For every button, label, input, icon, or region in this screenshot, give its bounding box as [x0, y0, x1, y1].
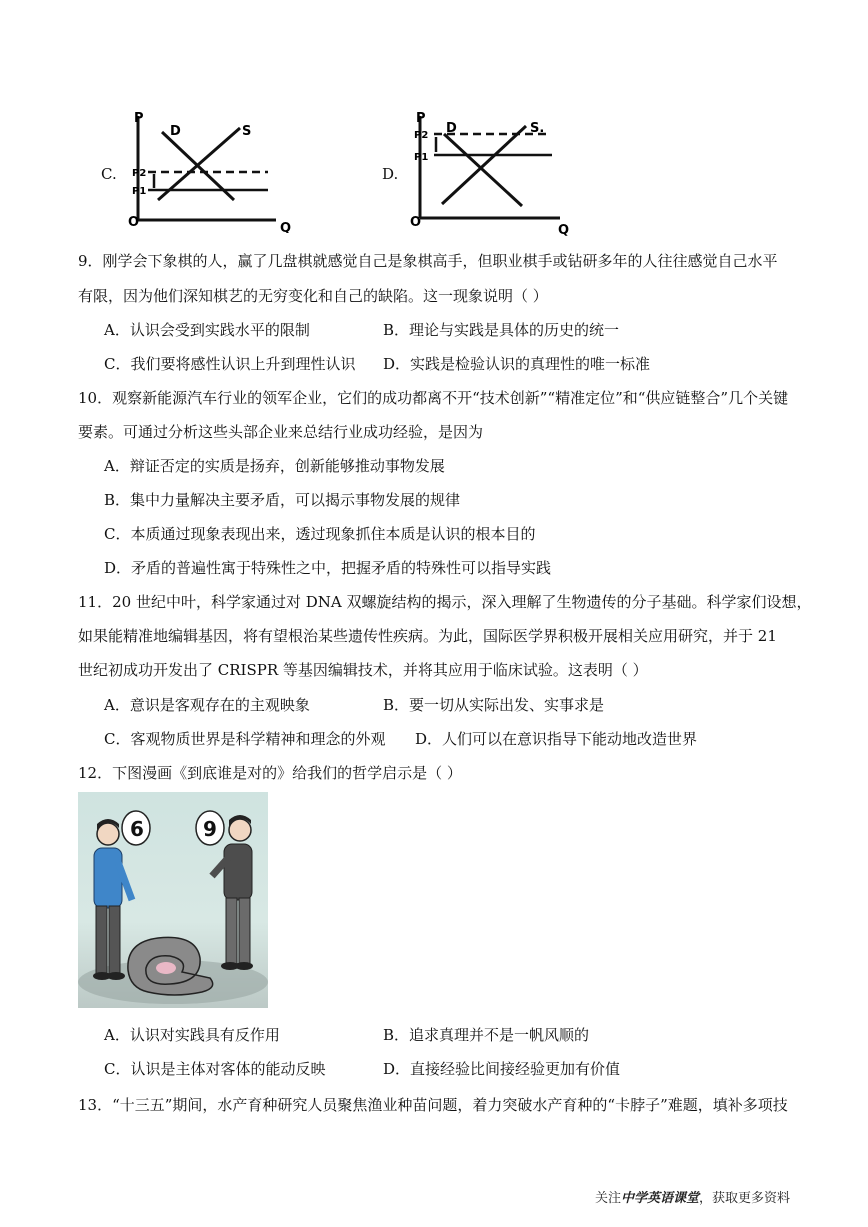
footer-note — [595, 1187, 790, 1206]
q10-option-a: A．辩证否定的实质是扬弃，创新能够推动事物发展 — [104, 457, 445, 475]
q9-option-c: C．我们要将感性认识上升到理性认识 — [104, 355, 356, 373]
graph-d-p1-label: P1 — [414, 152, 429, 163]
q9-stem-line2: 有限，因为他们深知棋艺的无穷变化和自己的缺陷。这一现象说明（ ） — [78, 287, 548, 305]
q10-option-d: D．矛盾的普遍性寓于特殊性之中，把握矛盾的特殊性可以指导实践 — [104, 559, 552, 577]
cartoon-illustration — [78, 792, 268, 1008]
q9-option-a: A．认识会受到实践水平的限制 — [104, 321, 310, 339]
bubble-left-text: 6 — [130, 817, 144, 841]
q12-option-c: C．认识是主体对客体的能动反映 — [104, 1060, 326, 1078]
footer-prefix: 关注 — [594, 1191, 621, 1206]
q12-option-a: A．认识对实践具有反作用 — [104, 1026, 280, 1044]
graph-c-q-label: Q — [280, 221, 292, 233]
q13-stem-line1: 13．“十三五”期间，水产育种研究人员聚焦渔业种苗问题，着力突破水产育种的“卡脖子”难题，填补多项技 — [78, 1096, 788, 1114]
q12-option-b: B．追求真理并不是一帆风顺的 — [383, 1026, 590, 1044]
graph-c-s-label: S — [242, 124, 252, 139]
graph-c-d-label: D — [170, 124, 181, 139]
q11-option-c: C．客观物质世界是科学精神和理念的外观 — [104, 730, 386, 748]
option-d-label: D. — [382, 165, 399, 183]
graph-d-p-label: P — [416, 111, 426, 126]
option-c-label: C. — [101, 165, 117, 183]
cartoon-who-is-right — [78, 792, 268, 1008]
q9-option-b: B．理论与实践是具体的历史的统一 — [383, 321, 620, 339]
supply-demand-graph-d — [408, 108, 578, 238]
q12-stem-line1: 12．下图漫画《到底谁是对的》给我们的哲学启示是（ ） — [78, 764, 462, 782]
footer-suffix: ，获取更多资料 — [698, 1191, 790, 1206]
q11-option-a: A．意识是客观存在的主观映象 — [104, 696, 310, 714]
graph-c-p2-label: P2 — [132, 168, 147, 179]
graph-d-o-label: O — [410, 215, 422, 230]
supply-demand-graph-c — [126, 108, 296, 233]
q10-stem-line2: 要素。可通过分析这些头部企业来总结行业成功经验，是因为 — [78, 423, 484, 441]
q11-stem-line3: 世纪初成功开发出了 CRISPR 等基因编辑技术，并将其应用于临床试验。这表明（ ） — [78, 661, 648, 679]
graph-d-q-label: Q — [558, 223, 570, 238]
q10-option-c: C．本质通过现象表现出来，透过现象抓住本质是认识的根本目的 — [104, 525, 536, 543]
graph-c-p-label: P — [134, 111, 144, 126]
graph-d-s-label: S. — [530, 121, 545, 136]
q9-stem-line1: 9．刚学会下象棋的人，赢了几盘棋就感觉自己是象棋高手，但职业棋手或钻研多年的人往往感觉自己水平 — [78, 252, 778, 270]
q11-stem-line2: 如果能精准地编辑基因，将有望根治某些遗传性疾病。为此，国际医学界积极开展相关应用研究，并于 21 — [78, 627, 777, 645]
q12-option-d: D．直接经验比间接经验更加有价值 — [383, 1060, 621, 1078]
q11-stem-line1: 11．20 世纪中叶，科学家通过对 DNA 双螺旋结构的揭示，深入理解了生物遗传的分子基础。科学家们设想， — [78, 593, 812, 611]
supply-curve-d — [442, 126, 526, 204]
graph-d-p2-label: P2 — [414, 130, 429, 141]
demand-curve-d — [444, 134, 522, 206]
graph-c-p1-label: P1 — [132, 186, 147, 197]
q11-option-b: B．要一切从实际出发、实事求是 — [383, 696, 605, 714]
q11-option-d: D．人们可以在意识指导下能动地改造世界 — [415, 730, 698, 748]
graph-c-o-label: O — [128, 215, 140, 230]
q10-stem-line1: 10．观察新能源汽车行业的领军企业，它们的成功都离不开“技术创新”“精准定位”和“供应链整合”几个关键 — [78, 389, 789, 407]
footer-brand: 中学英语课堂 — [620, 1191, 699, 1206]
graph-d-d-label: D — [446, 121, 457, 136]
q9-option-d: D．实践是检验认识的真理性的唯一标准 — [383, 355, 651, 373]
bubble-right-text: 9 — [203, 817, 217, 841]
q10-option-b: B．集中力量解决主要矛盾，可以揭示事物发展的规律 — [104, 491, 461, 509]
